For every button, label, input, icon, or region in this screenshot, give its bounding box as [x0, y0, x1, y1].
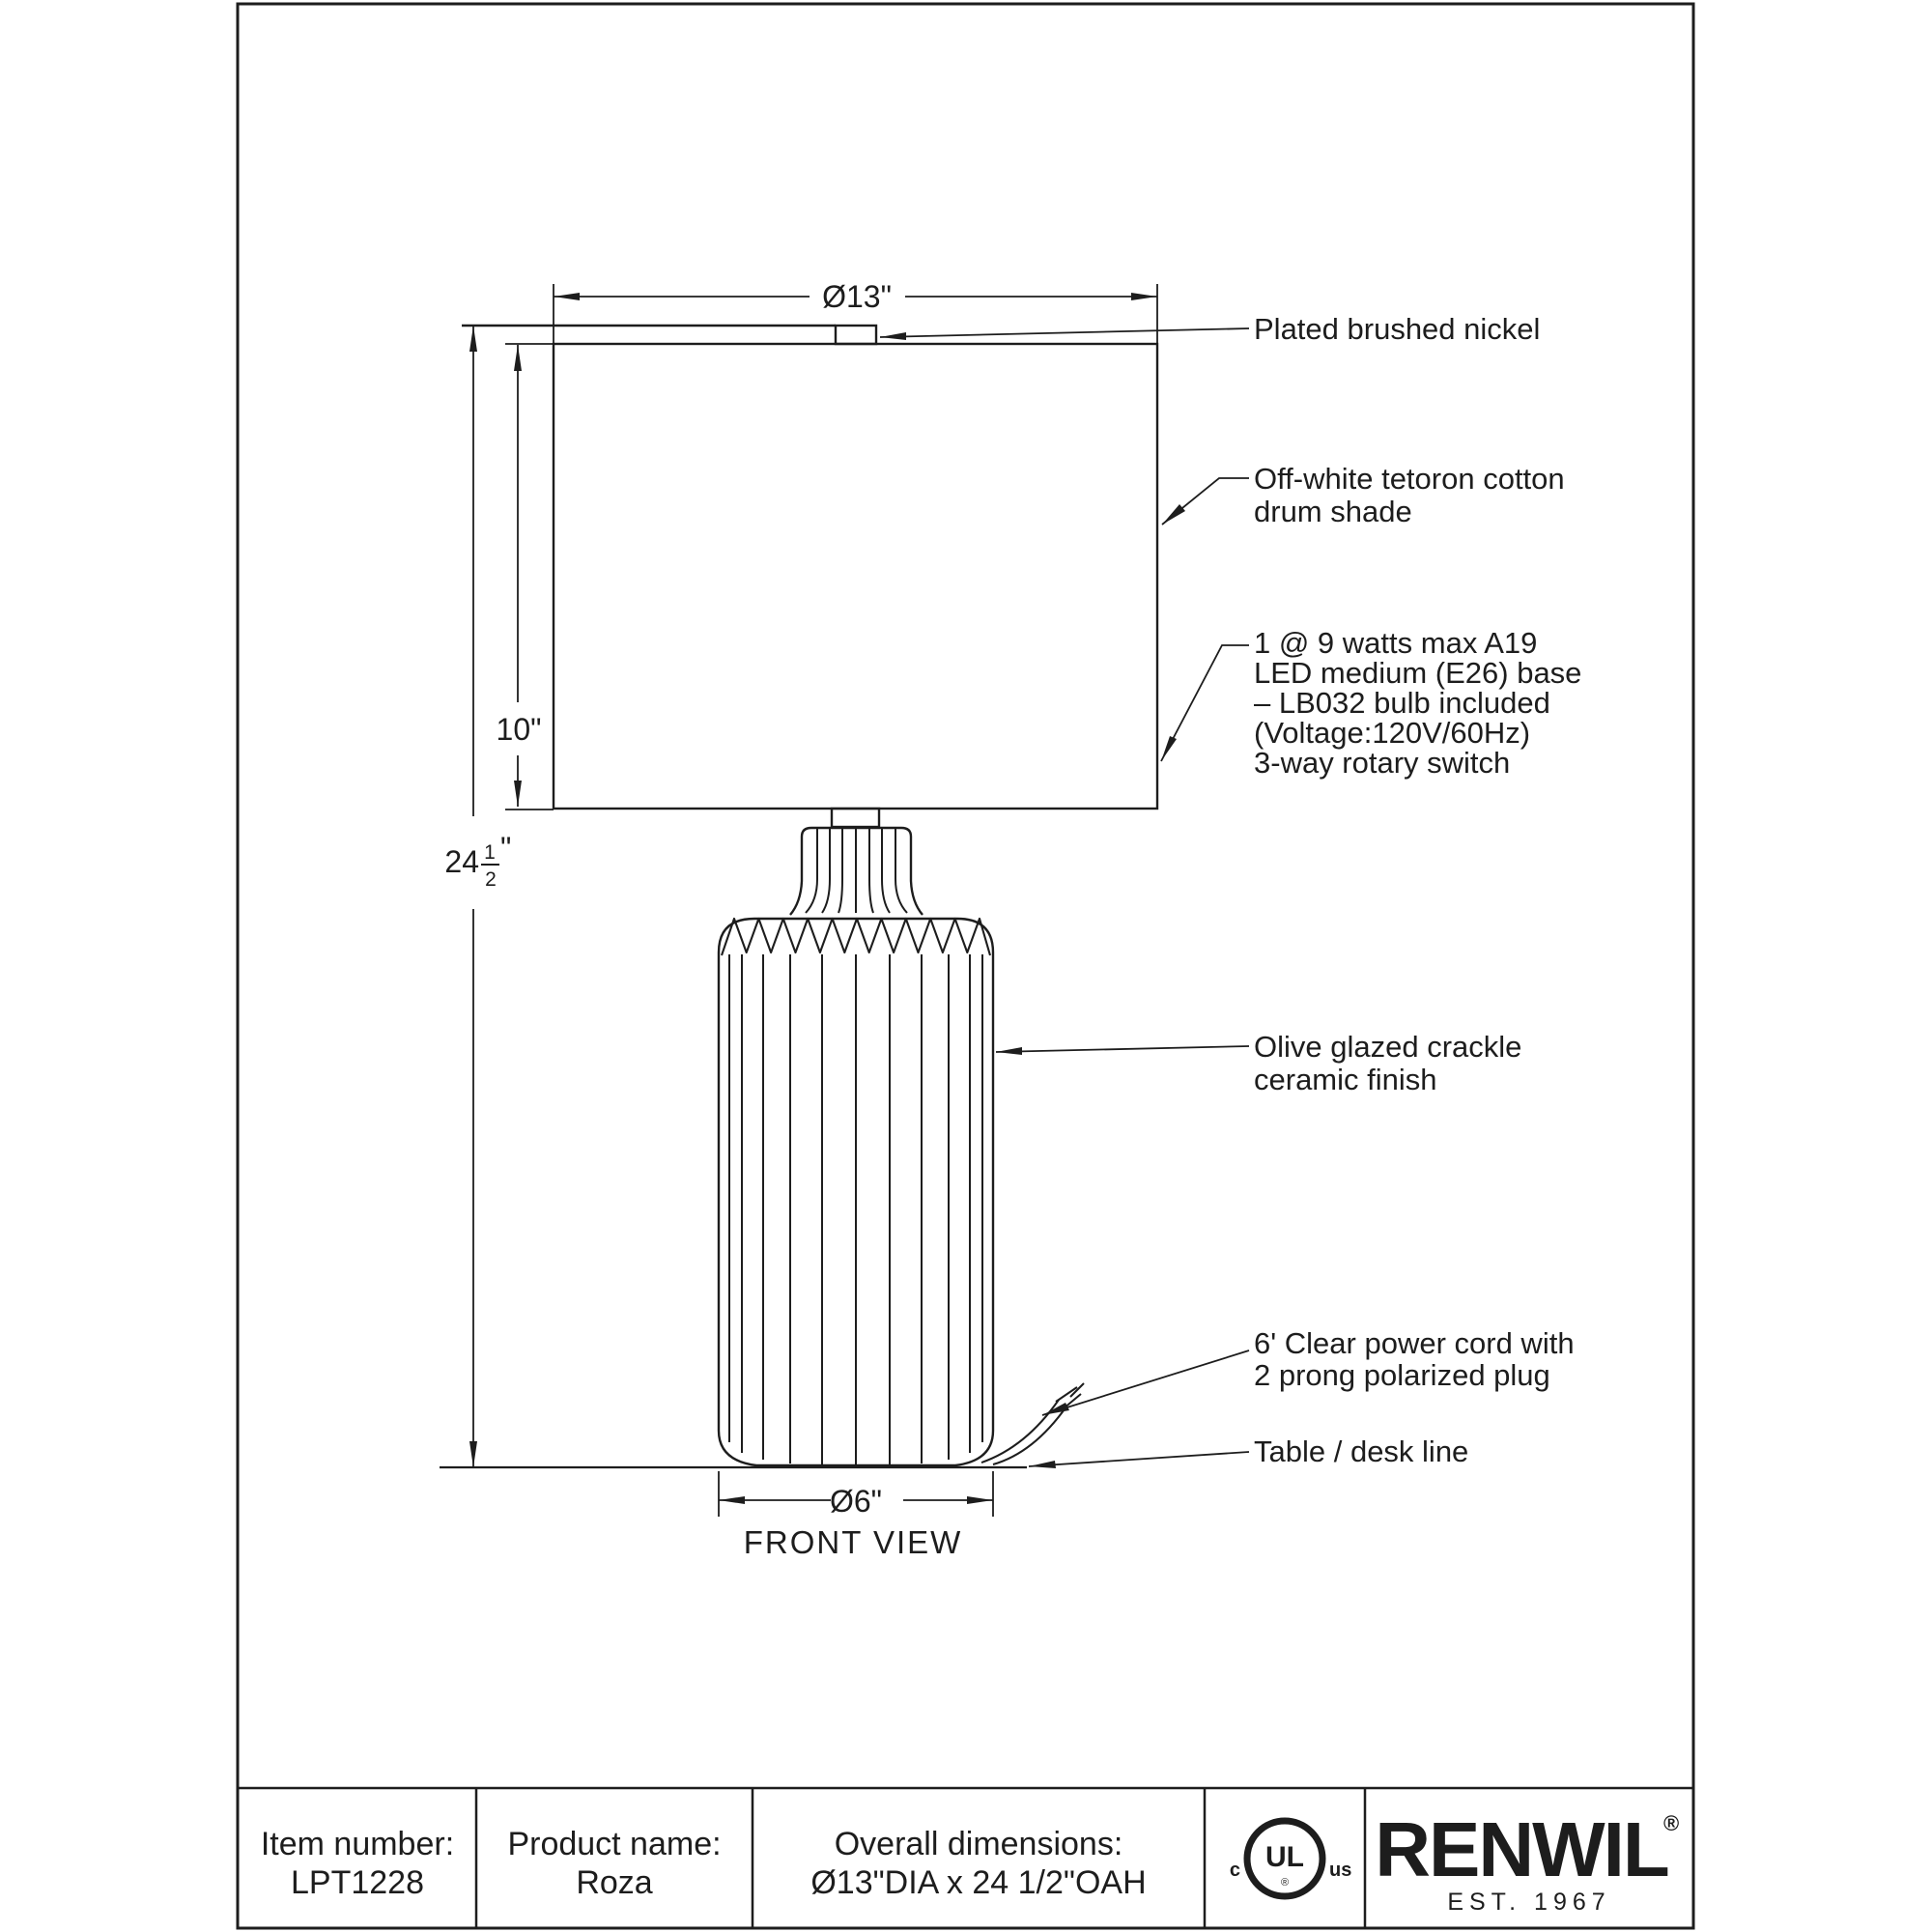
callout-table [1254, 1435, 1468, 1468]
collar-ribs [806, 829, 907, 913]
svg-text:2: 2 [485, 868, 497, 891]
svg-text:Table / desk line: Table / desk line [1254, 1435, 1469, 1468]
page-border [238, 4, 1693, 1928]
body-ribs [729, 954, 982, 1465]
svg-text:Ø13"DIA x 24 1/2"OAH: Ø13"DIA x 24 1/2"OAH [810, 1864, 1147, 1901]
svg-text:6' Clear power cord with: 6' Clear power cord with [1254, 1326, 1575, 1360]
dimension-lines [473, 284, 1157, 1517]
svg-text:1 @ 9 watts max A19: 1 @ 9 watts max A19 [1254, 626, 1538, 660]
title-block-overall-dimensions [810, 1826, 1146, 1901]
ul-listed-icon [1230, 1821, 1351, 1896]
svg-text:us: us [1329, 1860, 1352, 1881]
power-cord [981, 1383, 1084, 1464]
leader-lines [880, 328, 1249, 1466]
svg-text:LPT1228: LPT1228 [291, 1864, 424, 1901]
svg-text:®: ® [1663, 1811, 1680, 1835]
svg-text:ceramic finish: ceramic finish [1254, 1063, 1437, 1096]
svg-text:Plated brushed nickel: Plated brushed nickel [1254, 312, 1541, 346]
svg-text:RENWIL: RENWIL [1375, 1806, 1668, 1892]
svg-text:– LB032 bulb included: – LB032 bulb included [1254, 686, 1550, 720]
svg-text:3-way rotary switch: 3-way rotary switch [1254, 746, 1511, 780]
zigzag-fluting [722, 919, 990, 955]
title-block-product-name [507, 1826, 721, 1901]
svg-text:UL: UL [1265, 1841, 1304, 1873]
svg-text:c: c [1229, 1860, 1240, 1881]
callout-cord [1254, 1326, 1575, 1392]
title-block-item-number [261, 1826, 454, 1901]
svg-text:(Voltage:120V/60Hz): (Voltage:120V/60Hz) [1254, 716, 1531, 750]
svg-text:2 prong polarized plug: 2 prong polarized plug [1254, 1358, 1550, 1392]
svg-text:24: 24 [444, 844, 479, 879]
socket-cup [832, 809, 879, 827]
svg-text:LED medium (E26) base: LED medium (E26) base [1254, 656, 1582, 690]
svg-text:Product name:: Product name: [507, 1826, 722, 1862]
svg-text:1: 1 [484, 841, 496, 864]
leader-arrowheads [880, 332, 1185, 1468]
front-view-label: FRONT VIEW [743, 1524, 963, 1560]
svg-text:Olive glazed crackle: Olive glazed crackle [1254, 1030, 1522, 1064]
drum-shade [554, 344, 1157, 809]
svg-text:Item number:: Item number: [260, 1826, 455, 1862]
svg-text:drum shade: drum shade [1254, 495, 1412, 528]
lamp-outline [462, 326, 1157, 1465]
callout-shade [1254, 462, 1565, 528]
dim-shade-diameter: Ø13" [822, 279, 892, 314]
dim-base-diameter: Ø6" [829, 1484, 883, 1519]
callout-finial [1254, 312, 1540, 346]
callout-body [1254, 1030, 1521, 1096]
svg-text:®: ® [1280, 1877, 1290, 1889]
finial [836, 326, 876, 344]
svg-text:Off-white tetoron cotton: Off-white tetoron cotton [1254, 462, 1565, 496]
svg-text:EST. 1967: EST. 1967 [1447, 1889, 1611, 1916]
svg-text:Roza: Roza [576, 1864, 653, 1901]
dim-shade-height: 10" [496, 712, 542, 747]
svg-text:Overall dimensions:: Overall dimensions: [834, 1826, 1123, 1862]
svg-text:": " [500, 831, 512, 866]
callout-bulb [1254, 626, 1581, 780]
brand-logo [1375, 1806, 1679, 1916]
dim-overall-height [444, 831, 511, 891]
